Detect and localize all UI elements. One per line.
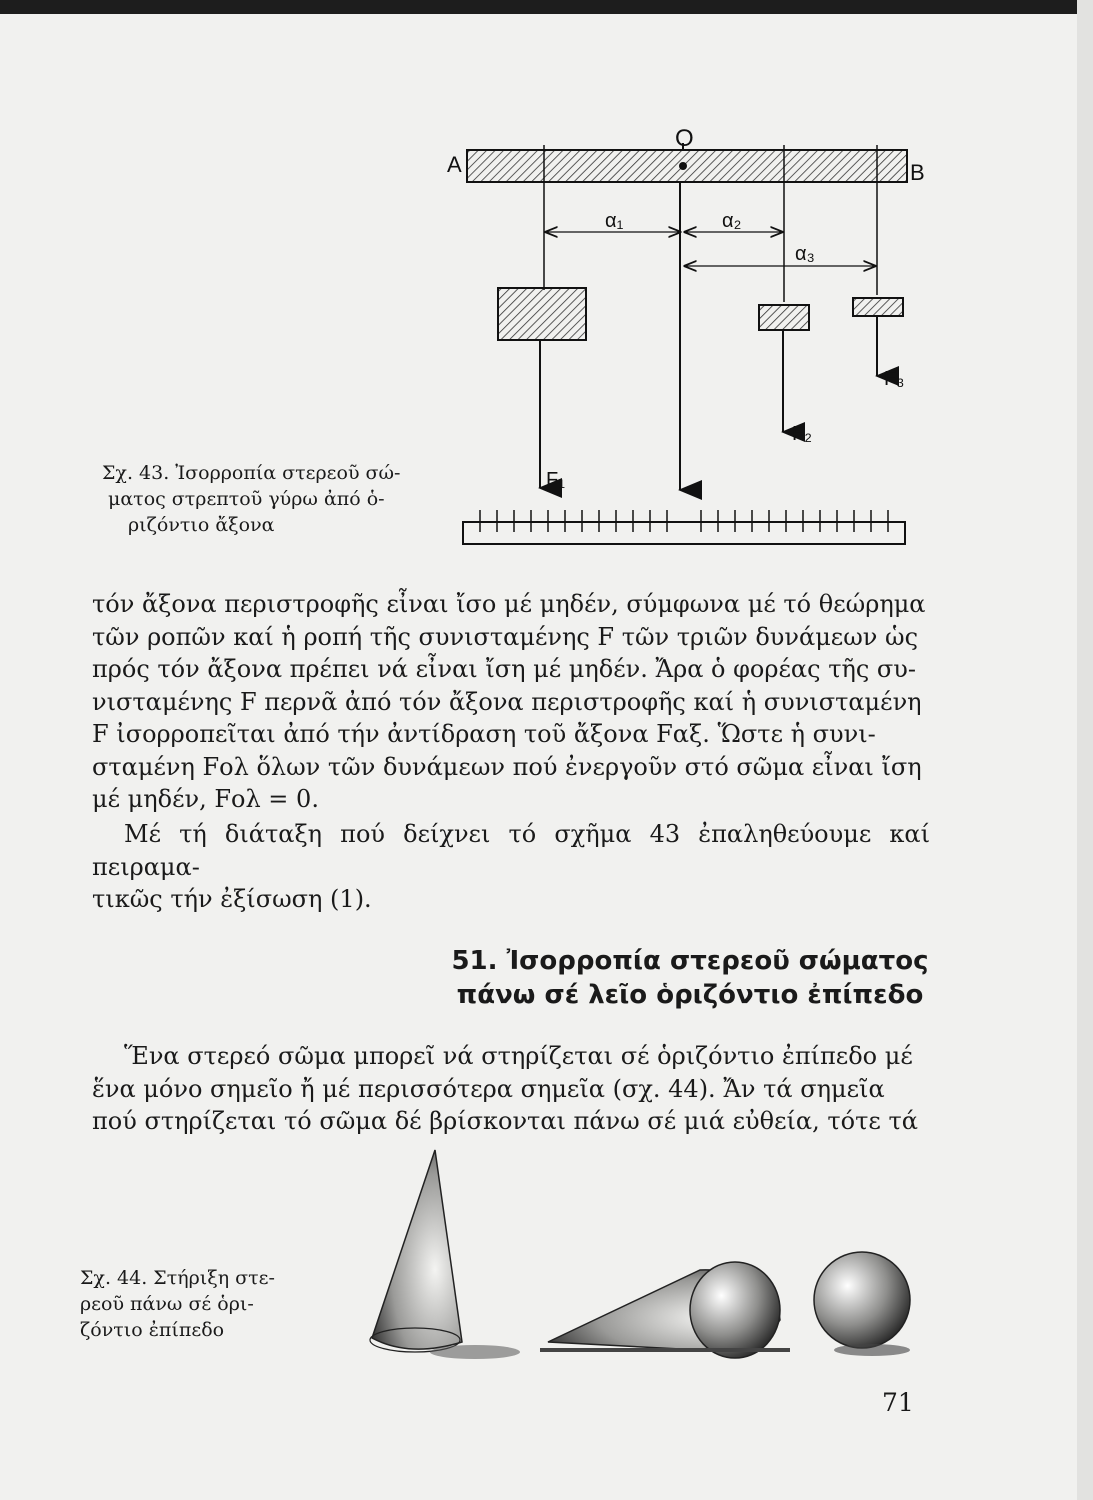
- label-a3: α₃: [795, 243, 815, 265]
- paragraph-1: [92, 588, 930, 816]
- scale-ruler: [463, 522, 905, 544]
- label-f2: F₂: [792, 423, 812, 445]
- figure-43-diagram: [440, 125, 940, 555]
- weight-1: [498, 288, 586, 340]
- text-line: τῶν ροπῶν καί ἡ ροπή τῆς συνισταμένης F τῶν τριῶν δυνάμεων ὡς: [92, 622, 919, 651]
- scan-right-edge: [1077, 0, 1093, 1500]
- figure-44-illustration: [360, 1140, 920, 1370]
- text-line: ἕνα μόνο σημεῖο ἤ μέ περισσότερα σημεῖα (σχ. 44). Ἄν τά σημεῖα: [92, 1074, 885, 1103]
- pivot-axis: [679, 162, 687, 170]
- scan-top-edge: [0, 0, 1093, 14]
- heading-line: 51. Ἰσορροπία στερεοῦ σώματος: [451, 946, 929, 976]
- caption-line: Σχ. 43. Ἰσορροπία στερεοῦ σώ-: [102, 462, 401, 484]
- text-line: πού στηρίζεται τό σῶμα δέ βρίσκονται πάνω σέ μιά εὐθεία, τότε τά: [92, 1107, 918, 1135]
- label-f3: F₃: [884, 368, 905, 390]
- sphere: [814, 1252, 910, 1348]
- label-o: O: [675, 125, 694, 152]
- text-line: Ἕνα στερεό σῶμα μπορεῖ νά στηρίζεται σέ ὁριζόντιο ἐπίπεδο μέ: [124, 1042, 913, 1070]
- text-line: σταμένη Fολ ὅλων τῶν δυνάμεων πού ἐνεργοῦν στό σῶμα εἶναι ἴση: [92, 752, 922, 781]
- weight-2: [759, 305, 809, 330]
- text-line: F ἰσορροπεῖται ἀπό τήν ἀντίδραση τοῦ ἄξονα Fαξ. Ὥστε ἡ συνι-: [92, 720, 876, 748]
- label-a: A: [447, 152, 462, 177]
- paragraph-2: [92, 818, 930, 916]
- text-line: μέ μηδέν, Fολ = 0.: [92, 785, 319, 813]
- paragraph-3: [92, 1040, 930, 1138]
- figure-44-caption: [80, 1265, 370, 1343]
- caption-line: ζόντιο ἐπίπεδο: [80, 1319, 225, 1341]
- section-heading: [440, 944, 940, 1012]
- label-f1: F₁: [546, 469, 565, 491]
- caption-line: Σχ. 44. Στήριξη στε-: [80, 1267, 275, 1289]
- caption-line: ματος στρεπτοῦ γύρω ἀπό ὁ-: [108, 488, 385, 510]
- caption-line: ρεοῦ πάνω σέ ὁρι-: [80, 1293, 254, 1315]
- heading-line: πάνω σέ λεῖο ὁριζόντιο ἐπίπεδο: [456, 980, 924, 1010]
- label-b: B: [910, 160, 925, 185]
- text-line: Μέ τή διάταξη πού δείχνει τό σχῆμα 43 ἐπαληθεύουμε καί πειραμα-: [92, 820, 930, 881]
- standing-cone: [372, 1150, 462, 1349]
- label-a2: α₂: [722, 210, 742, 232]
- page-number: 71: [882, 1388, 914, 1417]
- text-line: πρός τόν ἄξονα πρέπει νά εἶναι ἴση μέ μηδέν. Ἄρα ὁ φορέας τῆς συ-: [92, 655, 917, 683]
- text-line: τικῶς τήν ἐξίσωση (1).: [92, 885, 372, 913]
- label-a1: α₁: [605, 210, 624, 232]
- caption-line: ριζόντιο ἄξονα: [128, 514, 275, 536]
- text-line: τόν ἄξονα περιστροφῆς εἶναι ἴσο μέ μηδέν, σύμφωνα μέ τό θεώρημα: [92, 590, 926, 618]
- weight-3: [853, 298, 903, 316]
- figure-43-caption: [102, 460, 432, 538]
- text-line: νισταμένης F περνᾶ ἀπό τόν ἄξονα περιστροφῆς καί ἡ συνισταμένη: [92, 687, 922, 716]
